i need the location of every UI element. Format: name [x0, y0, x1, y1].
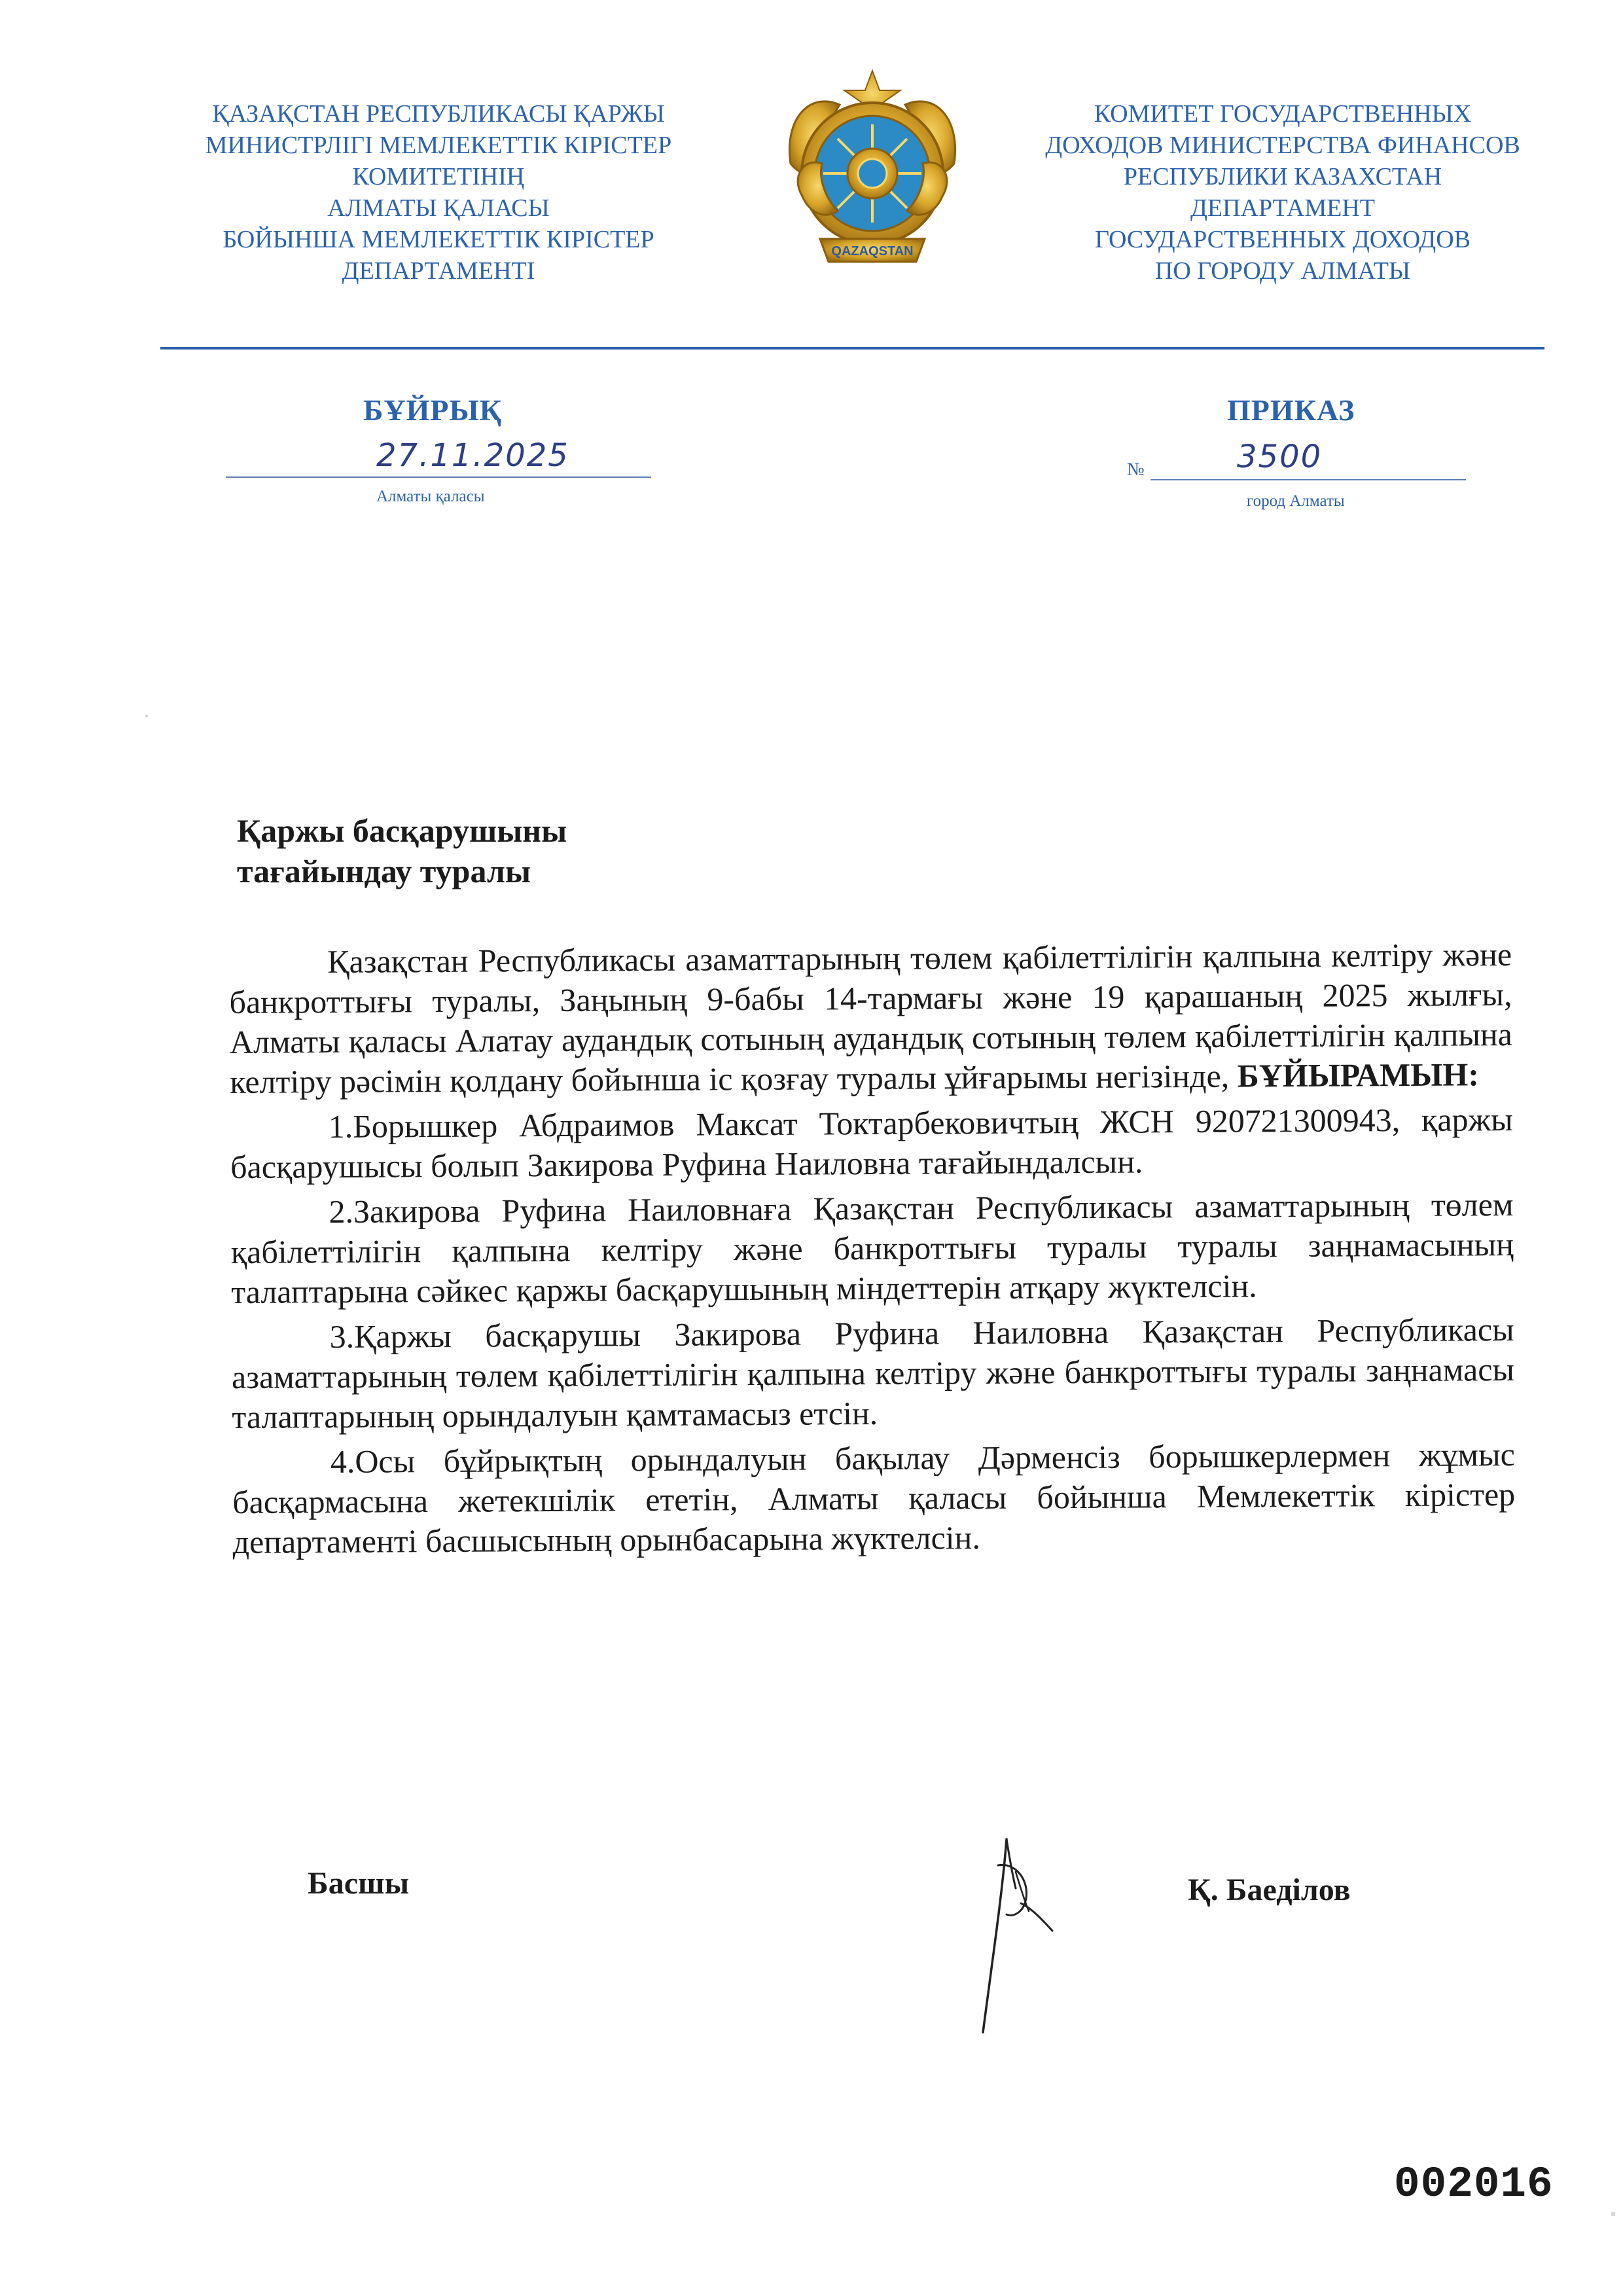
body-intro [229, 935, 1512, 1102]
intro-text: Қазақстан Республикасы азаматтарының төлем қабілеттілігін қалпына келтіру және банкроттығы туралы, Заңының 9-бабы 14-тармағы және 19 қарашаның 2025 жылғы, Алматы қаласы Алатау аудандық сотының аудандық сотының төлем қабілеттілігін қалпына келтіру рәсімін қолдану бойынша іс қозғау туралы ұйғарымы негізінде, [229, 936, 1513, 1100]
doc-kind-ru: ПРИКАЗ [1227, 393, 1355, 427]
order-item: 4.Осы бұйрықтың орындалуын бақылау Дәрменсіз борышкерлермен жұмыс басқармасына жетекшілік ететін, Алматы қаласы бойынша Мемлекеттік кірістер департаменті басшысының орынбасарына жүктелсін. [232, 1436, 1516, 1560]
org-name-ru-line: ПО ГОРОДУ АЛМАТЫ [1154, 257, 1411, 285]
org-name-kz-line: ҚАЗАҚСТАН РЕСПУБЛИКАСЫ ҚАРЖЫ [212, 100, 665, 128]
order-number: 3500 [1237, 439, 1323, 475]
subject-line: Қаржы басқарушыны [237, 812, 567, 849]
org-name-kz-line: МИНИСТРЛІГІ МЕМЛЕКЕТТІК КІРІСТЕР [205, 132, 672, 159]
city-kz: Алматы қаласы [376, 488, 485, 505]
number-underline [1150, 479, 1466, 480]
order-word: БҰЙЫРАМЫН: [1237, 1056, 1480, 1094]
org-name-kz-line: ДЕПАРТАМЕНТІ [342, 257, 535, 285]
scan-speck [145, 715, 148, 717]
org-name-ru-line: ДОХОДОВ МИНИСТЕРСТВА ФИНАНСОВ [1045, 132, 1520, 159]
order-body [229, 935, 1516, 1568]
number-sign: № [1127, 459, 1145, 480]
org-name-ru-line: ГОСУДАРСТВЕННЫХ ДОХОДОВ [1094, 226, 1471, 253]
order-subject [237, 810, 567, 891]
subject-line: тағайындау туралы [237, 853, 531, 889]
org-name-kz-line: АЛМАТЫ ҚАЛАСЫ [327, 194, 550, 222]
signer-name: Қ. Баеділов [1188, 1873, 1351, 1907]
order-date: 27.11.2025 [376, 437, 569, 474]
org-name-ru-line: ДЕПАРТАМЕНТ [1190, 194, 1376, 222]
header-divider [160, 347, 1544, 350]
order-item: 3.Қаржы басқарушы Закирова Руфина Наиловна Қазақстан Республикасы азаматтарының төлем қабілеттілігін қалпына келтіру және банкроттығы туралы заңнамасы талаптарының орындалуын қамтамасыз етсін. [231, 1311, 1515, 1435]
doc-kind-kz: БҰЙРЫҚ [363, 393, 503, 427]
org-name-kz-line: БОЙЫНША МЕМЛЕКЕТТІК КІРІСТЕР [223, 226, 654, 253]
org-name-ru-line: КОМИТЕТ ГОСУДАРСТВЕННЫХ [1094, 100, 1472, 128]
order-item: 2.Закирова Руфина Наиловнаға Қазақстан Республикасы азаматтарының төлем қабілеттілігін қалпына келтіру және банкроттығы туралы туралы заңнамасының талаптарына сәйкес қаржы басқарушының міндеттерін атқару жүктелсін. [230, 1186, 1514, 1310]
kazakhstan-state-emblem-icon [764, 65, 980, 281]
form-serial-number: 002016 [1394, 2160, 1554, 2209]
handwritten-signature [969, 1826, 1086, 2042]
org-name-ru-line: РЕСПУБЛИКИ КАЗАХСТАН [1123, 163, 1442, 190]
org-name-ru [975, 98, 1590, 287]
scan-speck [1611, 2212, 1615, 2216]
signer-role: Басшы [308, 1866, 410, 1901]
org-name-kz-line: КОМИТЕТІНІҢ [352, 163, 525, 190]
city-ru: город Алматы [1247, 492, 1345, 510]
date-underline [226, 476, 651, 478]
order-item: 1.Борышкер Абдраимов Максат Токтарбековичтың ЖСН 920721300943, қаржы басқарушысы болып Закирова Руфина Наиловна тағайындалсын. [230, 1101, 1513, 1185]
org-name-kz [144, 98, 733, 287]
emblem-text: QAZAQSTAN [831, 244, 914, 259]
